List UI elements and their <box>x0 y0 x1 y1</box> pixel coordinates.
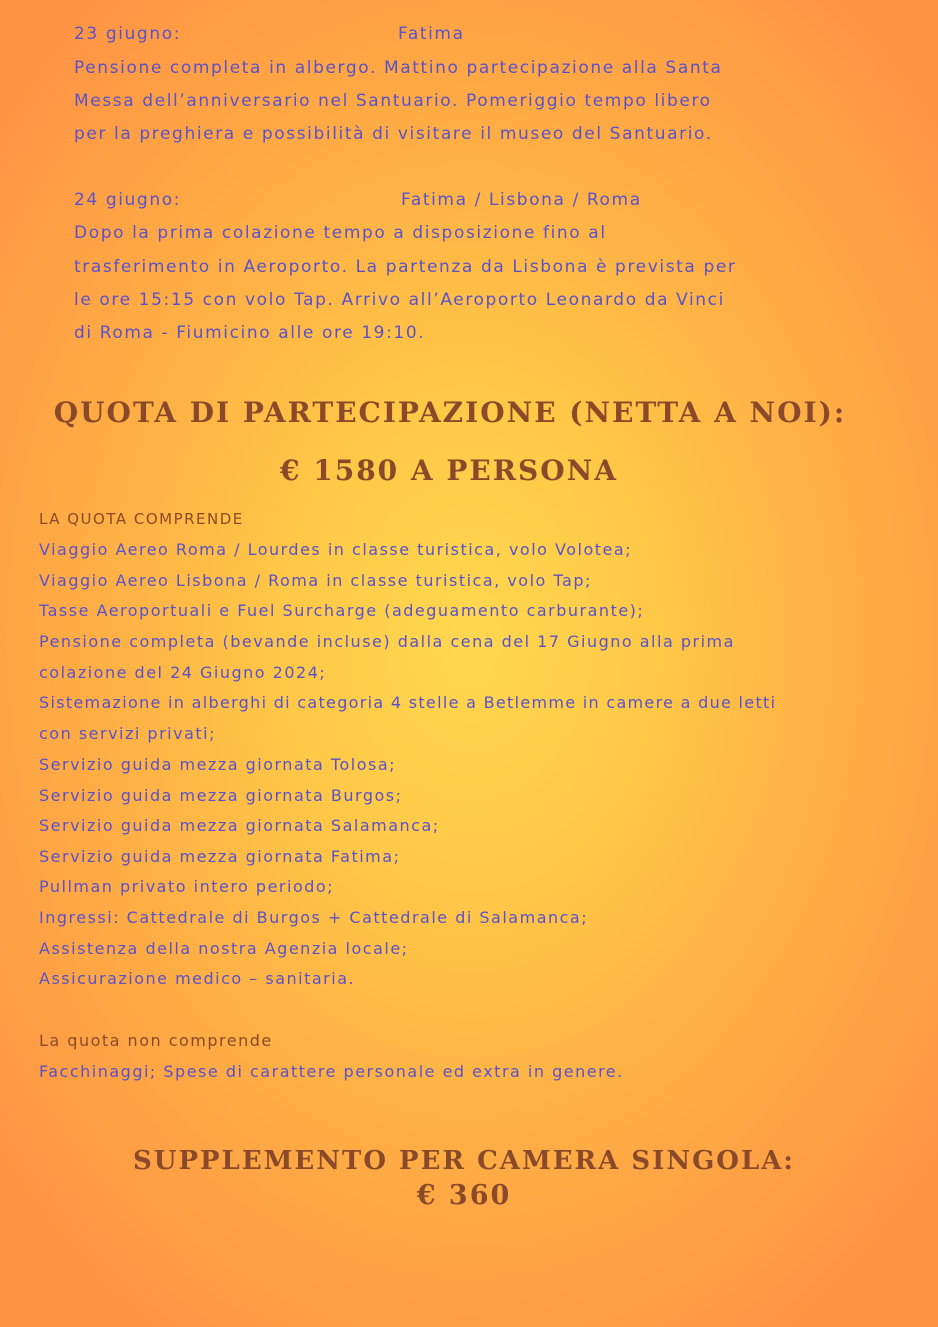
day24-line-2: trasferimento in Aeroporto. La partenza da Lisbona è prevista per <box>74 257 737 277</box>
includes-item-3: Tasse Aeroportuali e Fuel Surcharge (adeguamento carburante); <box>39 601 645 620</box>
includes-item-10: Servizio guida mezza giornata Salamanca; <box>39 816 440 835</box>
supplement-price: € 360 <box>416 1180 512 1211</box>
day24-line-3: le ore 15:15 con volo Tap. Arrivo all’Aeroporto Leonardo da Vinci <box>74 290 725 310</box>
day24-date: 24 giugno: <box>74 190 182 210</box>
includes-item-5: colazione del 24 Giugno 2024; <box>39 663 327 682</box>
includes-item-1: Viaggio Aereo Roma / Lourdes in classe turistica, volo Volotea; <box>39 540 633 559</box>
day23-date: 23 giugno: <box>74 24 182 44</box>
includes-item-2: Viaggio Aereo Lisbona / Roma in classe turistica, volo Tap; <box>39 571 592 590</box>
includes-item-14: Assistenza della nostra Agenzia locale; <box>39 939 409 958</box>
includes-item-4: Pensione completa (bevande incluse) dalla cena del 17 Giugno alla prima <box>39 632 735 651</box>
supplement-title: SUPPLEMENTO PER CAMERA SINGOLA: <box>133 1146 795 1176</box>
day24-line-4: di Roma - Fiumicino alle ore 19:10. <box>74 323 426 343</box>
excludes-title: La quota non comprende <box>39 1031 273 1050</box>
includes-item-15: Assicurazione medico – sanitaria. <box>39 969 356 988</box>
day24-line-1: Dopo la prima colazione tempo a disposizione fino al <box>74 223 607 243</box>
day24-place: Fatima / Lisbona / Roma <box>401 190 642 210</box>
day23-place: Fatima <box>398 24 465 44</box>
includes-item-9: Servizio guida mezza giornata Burgos; <box>39 786 403 805</box>
day23-line-1: Pensione completa in albergo. Mattino partecipazione alla Santa <box>74 58 723 78</box>
includes-item-13: Ingressi: Cattedrale di Burgos + Cattedrale di Salamanca; <box>39 908 589 927</box>
includes-item-8: Servizio guida mezza giornata Tolosa; <box>39 755 397 774</box>
quota-title: QUOTA DI PARTECIPAZIONE (NETTA A NOI): <box>53 396 847 429</box>
day23-line-2: Messa dell’anniversario nel Santuario. Pomeriggio tempo libero <box>74 91 712 111</box>
includes-title: LA QUOTA COMPRENDE <box>39 510 244 528</box>
includes-item-12: Pullman privato intero periodo; <box>39 877 335 896</box>
excludes-text: Facchinaggi; Spese di carattere personale ed extra in genere. <box>39 1062 624 1081</box>
includes-item-6: Sistemazione in alberghi di categoria 4 stelle a Betlemme in camere a due letti <box>39 693 777 712</box>
includes-item-11: Servizio guida mezza giornata Fatima; <box>39 847 401 866</box>
includes-item-7: con servizi privati; <box>39 724 216 743</box>
day23-line-3: per la preghiera e possibilità di visitare il museo del Santuario. <box>74 124 713 144</box>
quota-price: € 1580 A PERSONA <box>280 454 618 487</box>
